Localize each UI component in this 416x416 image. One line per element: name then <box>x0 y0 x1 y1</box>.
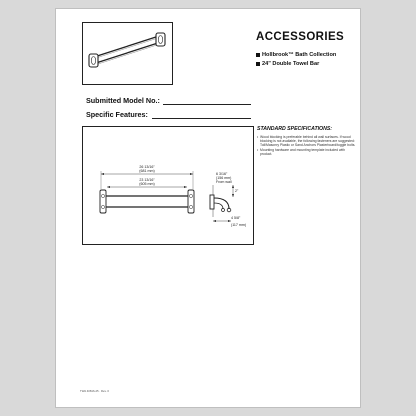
collection-name: Hollbrook™ Bath Collection <box>262 52 337 58</box>
height-mm-label: (156 mm) <box>216 176 232 180</box>
height-note-label: From wall <box>216 180 232 184</box>
specific-features-label: Specific Features: <box>86 110 148 119</box>
footer-code: TWA 40816-25 · Rev. 0 <box>80 389 109 393</box>
spec-sheet <box>55 8 361 408</box>
projection-mm-label: (117 mm) <box>231 223 247 227</box>
overall-width-label: 26 13/16" <box>139 165 155 169</box>
overall-width-mm-label: (681 mm) <box>139 169 155 173</box>
projection-label: 4 5/8" <box>231 216 241 220</box>
dimension-drawing <box>82 126 254 245</box>
dimension-drawing-svg <box>83 127 255 246</box>
bullet-square-icon <box>256 62 260 66</box>
side-dimension-label: 2" <box>235 189 239 193</box>
submitted-model-input-line[interactable] <box>163 104 251 105</box>
specs-title: STANDARD SPECIFICATIONS: <box>257 126 333 132</box>
specific-features-input-line[interactable] <box>152 118 251 119</box>
specs-list <box>257 135 357 156</box>
bar-length-label: 23 13/16" <box>139 178 155 182</box>
submitted-model-label: Submitted Model No.: <box>86 96 160 105</box>
bullet-product <box>256 61 319 67</box>
page-title: ACCESSORIES <box>256 31 345 43</box>
product-thumbnail <box>82 22 173 85</box>
product-name: 24" Double Towel Bar <box>262 61 320 67</box>
bullet-square-icon <box>256 53 260 57</box>
bar-length-mm-label: (605 mm) <box>139 182 155 186</box>
height-label: 6 3/16" <box>216 172 228 176</box>
spec-item: • Wood blocking is preferable behind all wall surfaces. If wood blocking is not available, the following fasteners are suggested: Toil/Masonry Plastic or Sand Anchors Plasterboard/toggle bolts. <box>257 135 357 148</box>
towel-bar-illustration <box>83 23 174 86</box>
bullet-collection <box>256 52 336 58</box>
standard-specifications <box>257 126 357 156</box>
spec-item: • Mounting hardware and mounting template included with product. <box>257 148 357 156</box>
